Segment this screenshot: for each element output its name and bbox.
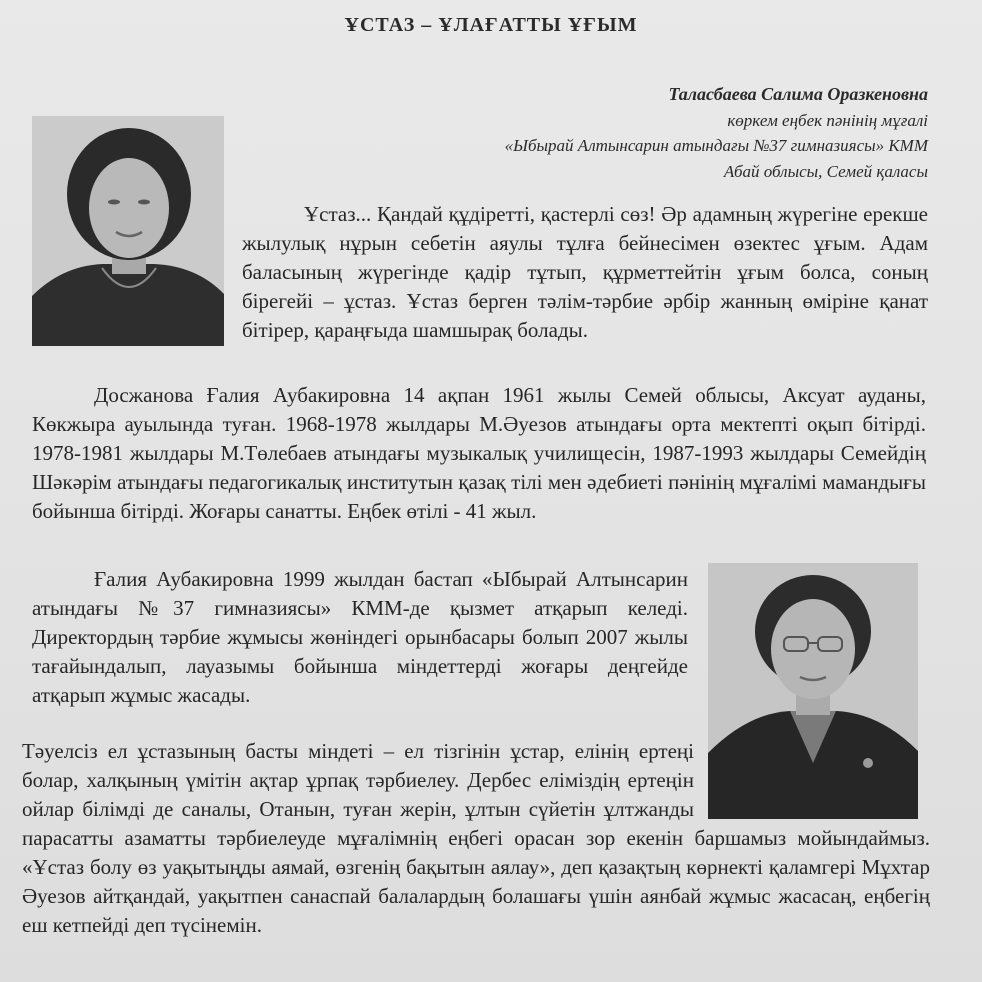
- author-block: [505, 82, 928, 184]
- paragraph-4-text: Тәуелсіз ел ұстазының басты міндеті – ел тізгінін ұстар, елінің ертеңі болар, халқының үмітін ақтар ұрпақ тәрбиелеу. Дербес еліміздің ертеңін ойлар білімді де саналы, Отанын, туған жерін, ұлтын сүйетін ұлтжанды парасатты азаматты тәрбиелеуде мұғалімнің еңбегі орасан зор екенін баршамыз мойындаймыз. «Ұстаз болу өз уақытыңды аямай, өзгенің бақытын аялау», деп қазақтың көрнекті қаламгері Мұхтар Әуезов айтқандай, уақытпен санаспай балалардың болашағы үшін аянбай жұмыс жасасаң, еңбегің еш кетпейді деп түсінемін.: [22, 739, 930, 937]
- paragraph-3: Ғалия Аубакировна 1999 жылдан бастап «Ыбырай Алтынсарин атындағы №37 гимназиясы» КММ-де қызмет атқарып келеді. Директордың тәрбие жұмысы жөніндегі орынбасары болып 2007 жылы тағайындалып, лауазымы бойынша міндеттерді жоғары деңгейде атқарып жұмыс жасады.: [32, 567, 688, 707]
- author-location: Абай облысы, Семей қаласы: [723, 161, 928, 181]
- author-position: көркем еңбек пәнінің мұғалі: [727, 110, 928, 130]
- paragraph-1-text: Ұстаз... Қандай құдіретті, қастерлі сөз! Әр адамның жүрегіне ерекше жылулық нұрын себетін аяулы тұлға бейнесімен өзектес ұғым. Адам баласының жүрегінде қадір тұтып, құрметтейтін ұғым болса, соның бірегейі – ұстаз. Ұстаз берген тәлім-тәрбие әрбір жанның өміріне қанат бітірер, қараңғыда шамшырақ болады.: [242, 202, 928, 342]
- paragraph-1: [32, 200, 928, 346]
- author-name: Таласбаева Салима Оразкеновна: [668, 84, 928, 104]
- paragraph-2: Досжанова Ғалия Аубакировна 14 ақпан 1961 жылы Семей облысы, Аксуат ауданы, Көкжыра ауылында туған. 1968-1978 жылдары М.Әуезов атындағы орта мектепті оқып бітірді. 1978-1981 жылдары М.Төлебаев атындағы музыкалық училищесін, 1987-1993 жылдары Семейдің Шәкәрім атындағы педагогикалық институтын қазақ тілі мен әдебиеті пәнінің мұғалімі мамандығы бойынша бітірді. Жоғары санатты. Еңбек өтілі - 41 жыл.: [32, 383, 926, 523]
- author-school: «Ыбырай Алтынсарин атындағы №37 гимназиясы» КММ: [504, 136, 928, 155]
- paragraph-4: [22, 737, 930, 940]
- article-title: ҰСТАЗ – ҰЛАҒАТТЫ ҰҒЫМ: [344, 14, 638, 36]
